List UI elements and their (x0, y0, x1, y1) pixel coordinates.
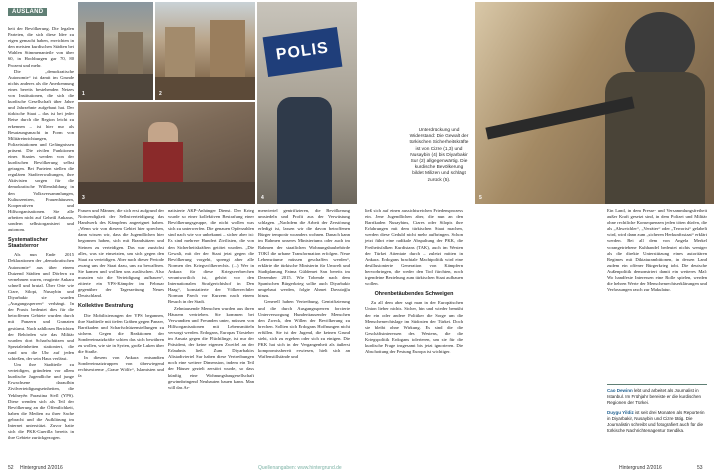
right-page (357, 0, 714, 476)
paragraph: Ein Land, in dem Presse- und Versammlungsfreiheit außer Kraft gesetzt sind, in dem Polizei und Militär ohne rechtliche Konsequenzen jeden töten dürfen, die als „Abweichler“, „Verräter“ oder „Terrorist“ gelabelt wird, wird dann zum „sicheren Herkunftsstaat“ erklärt werden. Bei all dem von Angela Merkel vorangetriebene Kuhhandel bedeutet nichts weniger als die direkte Unterstützung eines autoritären Regimes mit Diktaturambitionen, in dessen Land zudem ein offener Bürgerkrieg tobt. Die deutsche Außenpolitik demonstriert damit ein weiteres Mal: Wo handfeste Interessen eine Rolle spielen, werden die hehren Werte der Menschenrechtserklärungen und Verfassungen rasch zur Makulatur. (607, 208, 707, 293)
magazine-issue: Hintergrund 2/2016 (20, 465, 63, 471)
paragraph: Frauen und Männer, die sich erst aufgrund der Notwendigkeit der Selbstverteidigung das Handwerk des Kämpfens angeeignet haben. „Wenn wir von diesem Gebiet hier sprechen, dann wissen wir, dass die Jugendlichen hier begonnen haben, sich mit Brandsätzen und Steinen zu verteidigen. Das war zunächst alles, was sie einsetzten, um sich gegen den Staat zu verteidigen. Aber nach dieser Periode zwang uns der Staat dazu, uns zu bewaffnen. Sie kamen und wollten uns auslöschen. Also mussten wir die Verteidigung aufbauen“, zitierte ein YPS-Kämpfer im Februar gegenüber der Tageszeitung Neues Deutschland. (78, 208, 164, 299)
text-column-1 (8, 26, 74, 461)
subheading: Systematischer Staatsterror (8, 237, 48, 250)
text-column-5 (365, 208, 463, 463)
paragraph: Zu all dem aber sagt man in der Europäischen Union lieber nichts. Sicher, hin und wieder bemüht der ein oder andere Politiker die Sorge um die Menschenrechtslage im Südosten der Türkei. Doch sie bleibt ohne Wirkung. Es sind die die Geschäftsinteressen des Westens, die die Kriegspolitik Erdogans tolerieren, um sie für die kurdische Frage insgesamt bis jetzt ignorieren. Die Abschottung der Festung Europa ist wichtiger. (365, 300, 463, 355)
author-name: Cao Dewinn (607, 388, 633, 393)
photo-number: 2 (159, 91, 162, 97)
photo-number: 1 (82, 91, 85, 97)
author-bio: lebt und arbeitet als Journalist in Istanbul. Im Frühjahr bereiste er die kurdischen Regionen der Türkei. (607, 388, 702, 405)
author-note (607, 410, 707, 434)
paragraph: Als nun Ende 2015 Deklarationen der „demokratischen Autonomie“ aus über einem Dutzend Städten und Dörfern zu vernehmen waren, reagierte Ankara schnell und brutal. Über Orte wie Cizre, Silopi, Nusaybin und Diyarbakir sie wurden „Ausgangssperren“ verhängt. In der Praxis bedeutet dies für die betroffenen Gebiete wurden durch mit Panzern und Granaten gestürmt. Nach zahllosen Berichten der Behörden wie das Militär wurden dort Scharfschützen und Spezialeinheiten stationiert, die rund um die Uhr auf jeden schießen, der sein Haus verlässt. (8, 252, 74, 361)
subheading: Ohrenbetäubendes Schweigen (374, 291, 454, 298)
paragraph: Um ihre Stadtteile zu verteidigen, gründeten vor allem kurdische Jugendliche und junge Erwachsene daraufhin Zivilverteidigungseinheiten, die Yekîneyên Parastina Sivîl (YPS). Diese wenden sich als Teil der Bevölkerung an die Öffentlichkeit, haben die Medien zu ihrer Sache gebracht und die Aufklärung im Internet unterstützt. Zuvor hatte sich die PKK-Guerilla bereits in ihre Gebiete zurückgezogen. (8, 362, 74, 441)
text-column-4 (258, 208, 350, 463)
author-box (607, 384, 707, 438)
page-number: 52 (8, 465, 14, 471)
text-column-2 (78, 208, 164, 463)
author-note (607, 388, 707, 406)
photo-number: 5 (479, 195, 482, 201)
paragraph: natisierte AKP-Anhänger Dienst. Der Krieg wurde so einer kollektiven Bestrafung einer Bevölkerungsgruppe, die nicht wollen was sich zu unterwerfen. Die genauen Opferzahlen sind nach wie vor unbekannt – sicher aber ist: Es sind mehrere Hundert Zivilisten, die von den Sicherheitskräften getötet wurden. „Die Gewalt, mit der der Staat jetzt gegen die Bevölkerung vorgeht, sprengt aber alle Normen des Kriegsvölkerrechts. (...) Wer in Ankara für diese Kriegsverbrechen verantwortlich ist, gehört vor den Internationalen Strafgerichtshof in Den Haag“, konstatierte der Völkerrechtler Norman Paech vor Kurzem nach einem Besuch in der Stadt. (168, 208, 254, 305)
text-column-6 (607, 208, 707, 378)
photo-destroyed-buildings (155, 2, 255, 100)
paragraph: menviertel gentrifizieren, die Bevölkerung umsiedeln und Profit aus der Verwüstung schlagen. „Nachdem die Arbeit der Zerstörung erledigt ist, lassen wir die davon betroffenen Bürger temporär woanders wohnen. Danach kann im Rahmen unseres Ministeriums oder auch im Rahmen der staatlichen Wohnungsbaubehörde TOKİ die urbane Transformation erfolgen. Neue Lebensräume müssen geschaffen werden“, erklärte die türkische Ministerin für Umwelt und Stadtplanung Fatma Güldemet Sarı bereits im Dezember 2015. Wie Tobende nach dem Spanischen Bürgerkrieg sollte auch Diyarbakir umgebaut werden, folgte Ahmet Davutoğlu hinzu. (258, 208, 350, 299)
magazine-issue: Hintergrund 2/2016 (619, 465, 662, 471)
paragraph: In diesem von Ankara entsandten Sondereinsatztruppen von überwiegend rechtsextreme „Graue Wölfe“, Islamisten und fa (78, 355, 164, 379)
photo-number: 4 (261, 195, 264, 201)
paragraph: Zehntausende Menschen wurden aus ihren Häusern vertrieben. Sie kommen bei Verwandten und Freunden unter, müssen von Hilfsorganisationen mit Lebensmitteln versorgt werden. Erdogans, Europas Türsteher im Ansatz gegen die Flüchtlinge, ist nur der Präsident, der keine eigenen Zweifel an der Erlaubnis ließ. Zum Diyarbakirs Altstadtviertel Sur haben diese Vertreibungen noch eine weitere Dimension, indem ein Teil der Häuser gezielt zerstört wurde, so dass künftig eine Wohnungsbaugesellschaft gewinnbringend Neubauten bauen kann. Man will das Ar- (168, 305, 254, 390)
photo-ruined-street (78, 2, 153, 100)
section-tag: AUSLAND (8, 8, 47, 16)
photo-police (257, 2, 357, 204)
photo-number: 3 (82, 195, 85, 201)
photo-woman-rubble (78, 102, 255, 204)
subheading: Kollektive Bestrafung (78, 303, 134, 310)
paragraph: Die „demokratische Autonomie“ ist damit im Grunde nichts anderes als die Anerkennung eines bereits bestehenden Netzes von Institutionen, die sich die kurdische Gesellschaft über Jahre und Jahrzehnte aufgebaut hat. Der türkische Staat – das ist bei jeder Reise durch die Region leicht zu erkennen – ist hier nur als Besatzungsmacht in Form von Militäreinrichtungen, Polizeistationen und Gefängnissen präsent. Die zivilen Funktionen eines Staates werden von der kurdischen Bevölkerung selbst getragen. Bei Parteien stellen die regulären Stadtverwaltungen, ihre Aktivisten sorgen für die demokratische Willensbildung in den Volksversammlungen, Kulturzentren, Frauenhäusern, Kooperativen und Hilfsorganisationen. Sie alle arbeiten nicht auf Geheiß Ankaras, sondern selbstorganisiert und autonom. (8, 68, 74, 233)
author-name: Duygu Yildiz (607, 410, 634, 415)
paragraph: ließ sich auf einen aussichtsreichen Friedensprozess ein. Jene Jugendlichen aber, die nun an den Barrikaden Nusaybins, Cizres oder Silopis ihre Erfahrungen mit dem türkischen Staat machen, werden diese Geduld nicht mehr aufbringen. Schon jetzt führt eine radikale Abspaltung der PKK, die Freiheitsfalken Kurdistans (TAK), auch im Westen der Türkei Attentate durch – zuletzt mitten in Ankara. Erdogans brachiale Machtpolitik wird eine desillusionierte Generation von Kämpfern hervorbringen, die weder den Tod fürchten, noch irgendeine Beziehung zum türkischen Staat aufbauen wollen. (365, 208, 463, 287)
page-number: 53 (697, 465, 703, 471)
paragraph: Die Mobilisierungen der YPS begannen, ihre Stadtteile mit tiefen Gräben gegen Panzer, Barrikaden und Scharfschützenstellungen zu sichern. Gegen die Reaktionen der Sondereinsatzkräfte schien das sich bewähren zu wollen, wie sie in Syrien, große Luken über die Straße. (78, 312, 164, 355)
police-sign-text: POLIS (274, 39, 330, 64)
paragraph: Generell haben Vertreibung, Gentrifizierung und die durch Ausgangssperren forcierte Unterversorgung Hunderttausender Menschen den Zweck, den Willen der Bevölkerung zu brechen. Sollten sich Erdogans Hoffnungen nicht erfüllen. Sie ist der Jugend, die keinen Grund sieht, sich zu ergeben oder sich zu einigen. Die PKK hat sich in der Vergangenheit als äußerst kompromissbereit erwiesen, hielt sich an Waffenstillstände und (258, 299, 350, 360)
photo-caption: Unterdrückung und Widerstand: Die Gewalt der türkischen Sicherheitskräfte ist von Cizre (1,3) und Nusaybin (4) bis Diyarbakir Sur (2) allgegenwärtig. Die kurdische Bevölkerung bildet Milizen und schlägt zurück (5). (409, 128, 469, 183)
paragraph: heit der Bevölkerung. Die legalen Parteien, die sich diese Idee zu eigen gemacht haben, erreichten in den meisten kurdischen Städten bei Wahlen Stimmenanteile von über 60, in Hochburgen gar 70, 80 Prozent und mehr. (8, 26, 74, 68)
photo-fighter (475, 2, 714, 204)
text-column-3 (168, 208, 254, 463)
source-url: Quellenangaben: www.hintergrund.de (258, 465, 342, 471)
author-bio: ist seit drei Monaten als Reporterin in Diyarbakir, Nusaybin und Cizre tätig. Die Journalistin schreibt und fotografiert auch für die türkische Nachrichtenagentur Sendika. (607, 410, 705, 433)
